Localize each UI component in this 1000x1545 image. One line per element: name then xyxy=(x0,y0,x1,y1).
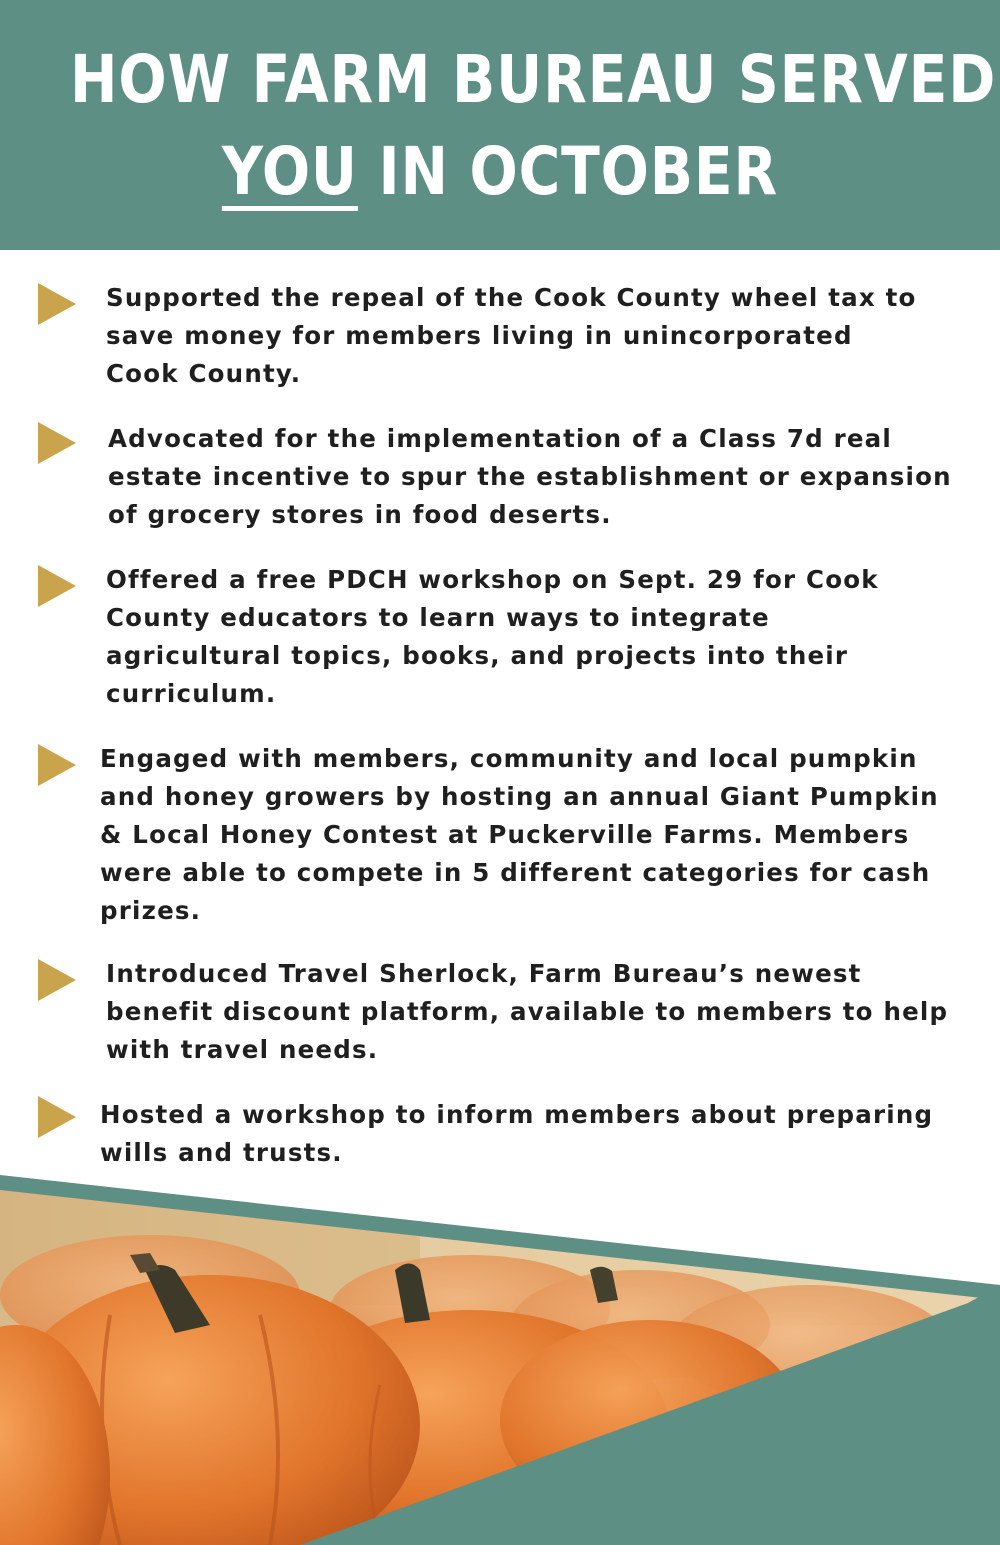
title-line-2 xyxy=(70,126,930,218)
list-item-text: Hosted a workshop to inform members about preparing wills and trusts. xyxy=(100,1100,934,1167)
triangle-bullet-icon xyxy=(38,565,76,607)
list-item-text: Introduced Travel Sherlock, Farm Bureau’s newest benefit discount platform, available to members to help with travel needs. xyxy=(106,959,949,1064)
triangle-bullet-icon xyxy=(38,744,76,786)
list-item-text: Advocated for the implementation of a Class 7d real estate incentive to spur the establishment or expansion of grocery stores in food deserts. xyxy=(108,424,952,529)
triangle-bullet-icon xyxy=(38,959,76,1001)
list-item-text: Engaged with members, community and local pumpkin and honey growers by hosting an annual Giant Pumpkin & Local Honey Contest at Puckerville Farms. Members were able to compete in 5 different categories for cash prizes. xyxy=(100,744,939,925)
title-line-1: HOW FARM BUREAU SERVED xyxy=(70,41,997,118)
header-banner xyxy=(0,0,1000,250)
triangle-bullet-icon xyxy=(38,1096,76,1138)
pumpkin-photo xyxy=(0,1175,1000,1545)
title-line-2-rest: IN OCTOBER xyxy=(357,133,779,210)
triangle-bullet-icon xyxy=(38,422,76,464)
list-item-text: Offered a free PDCH workshop on Sept. 29 for Cook County educators to learn ways to integrate agricultural topics, books, and projects into their curriculum. xyxy=(106,565,879,708)
title-emphasis: YOU xyxy=(221,133,358,210)
page-title xyxy=(70,34,997,218)
list-item-text: Supported the repeal of the Cook County wheel tax to save money for members living in unincorporated Cook County. xyxy=(106,283,917,388)
triangle-bullet-icon xyxy=(38,283,76,325)
